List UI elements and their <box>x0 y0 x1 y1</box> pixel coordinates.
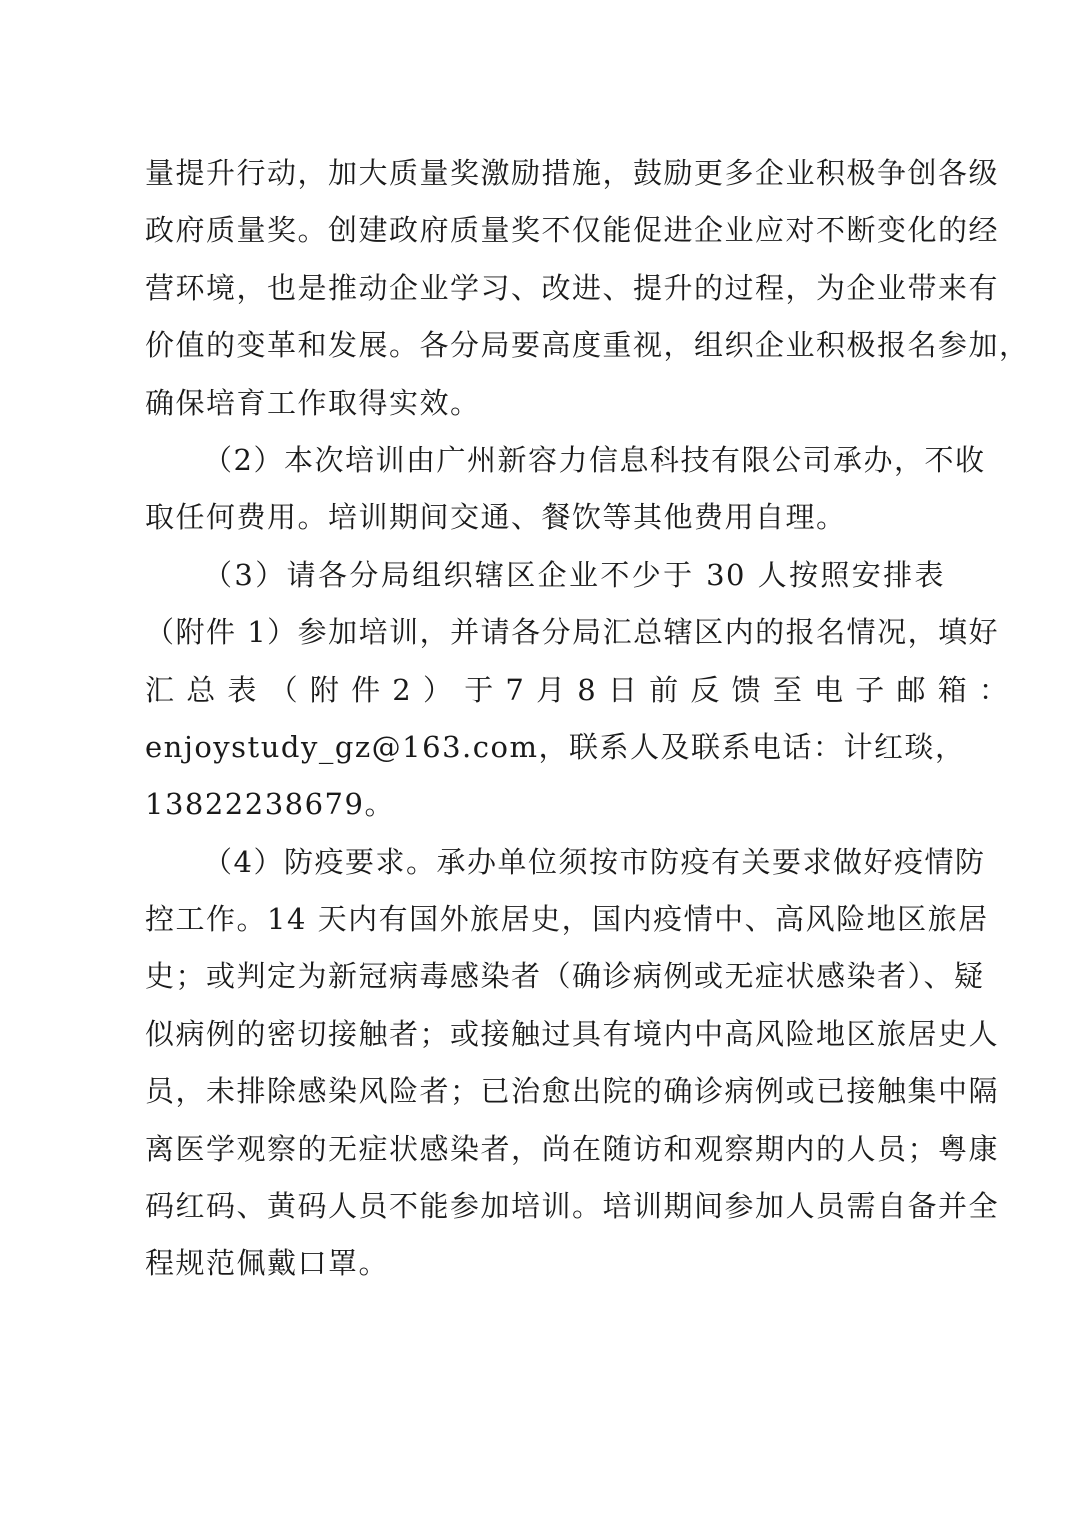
text-line: 汇 总 表 （ 附 件 2 ） 于 7 月 8 日 前 反 馈 至 电 子 邮 箱 ： <box>145 672 1010 707</box>
document-body <box>145 145 1030 1293</box>
contact-email-line: enjoystudy_gz@163.com，联系人及联系电话：计红琰， <box>145 729 966 764</box>
text-line: 价值的变革和发展。各分局要高度重视，组织企业积极报名参加， <box>145 328 1030 363</box>
text-line: 确保培育工作取得实效。 <box>145 385 481 420</box>
text-line: 量提升行动，加大质量奖激励措施，鼓励更多企业积极争创各级 <box>145 156 1000 190</box>
contact-phone-line: 13822238679。 <box>145 787 395 822</box>
text-line: 营环境，也是推动企业学习、改进、提升的过程，为企业带来有 <box>145 270 1000 305</box>
paragraph-item-2-organizer <box>145 432 986 547</box>
text-line: 程规范佩戴口罩。 <box>145 1246 390 1281</box>
paragraph-item-4-epidemic-prevention <box>145 834 1000 1293</box>
text-line: 取任何费用。培训期间交通、餐饮等其他费用自理。 <box>145 500 847 535</box>
text-line: （3）请各分局组织辖区企业不少于 30 人按照安排表 <box>203 557 945 592</box>
text-line: （2）本次培训由广州新容力信息科技有限公司承办，不收 <box>203 442 986 477</box>
text-line: 离医学观察的无症状感染者，尚在随访和观察期内的人员；粤康 <box>145 1131 1000 1166</box>
text-line: 似病例的密切接触者；或接触过具有境内中高风险地区旅居史人 <box>145 1016 1000 1051</box>
text-line: 员，未排除感染风险者；已治愈出院的确诊病例或已接触集中隔 <box>145 1074 1000 1109</box>
text-line: 政府质量奖。创建政府质量奖不仅能促进企业应对不断变化的经 <box>145 213 1000 248</box>
text-line: 史；或判定为新冠病毒感染者（确诊病例或无症状感染者）、疑 <box>145 959 985 994</box>
text-line: 控工作。14 天内有国外旅居史，国内疫情中、高风险地区旅居 <box>145 902 989 937</box>
paragraph-item-3-registration <box>145 547 1010 834</box>
text-line: （4）防疫要求。承办单位须按市防疫有关要求做好疫情防 <box>203 844 986 879</box>
paragraph-quality-award <box>145 145 1030 432</box>
text-line: 码红码、黄码人员不能参加培训。培训期间参加人员需自备并全 <box>145 1189 1000 1224</box>
text-line: （附件 1）参加培训，并请各分局汇总辖区内的报名情况，填好 <box>145 615 1000 650</box>
